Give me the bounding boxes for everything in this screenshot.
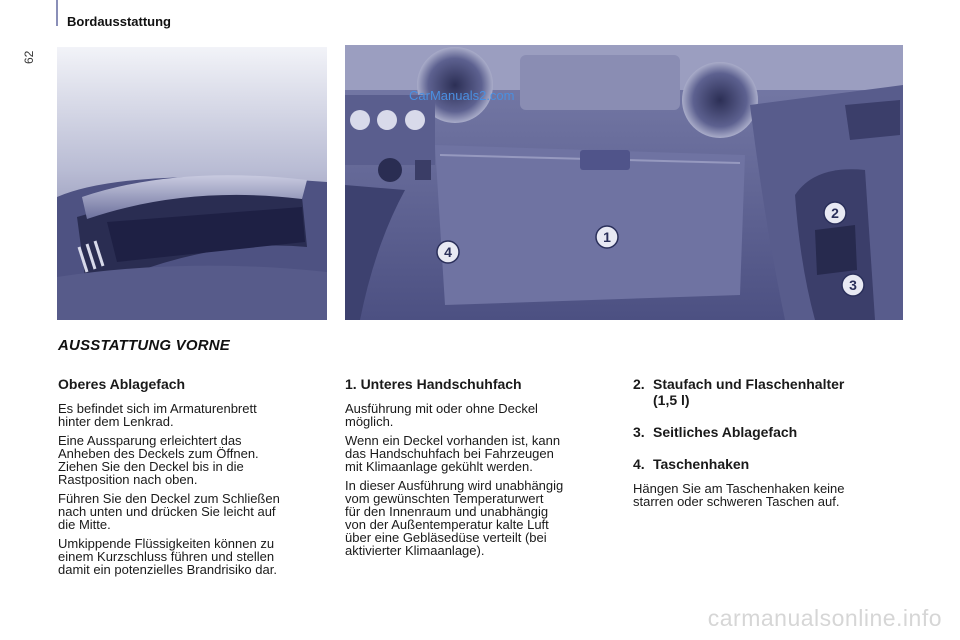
item-number: 3. bbox=[633, 424, 645, 440]
column-glovebox bbox=[345, 376, 610, 563]
heading-bottle-holder bbox=[633, 376, 913, 408]
paragraph: Eine Aussparung erleichtert das Anheben des Deckels zum Öffnen. Ziehen Sie den Deckel bis in die Rastposition nach oben. bbox=[58, 433, 259, 487]
paragraph: Ausführung mit oder ohne Deckel möglich. bbox=[345, 401, 538, 429]
heading-bag-hook bbox=[633, 456, 913, 472]
heading-upper-compartment: Oberes Ablagefach bbox=[58, 376, 186, 392]
watermark-top: CarManuals2.com bbox=[409, 88, 515, 103]
svg-text:1: 1 bbox=[603, 229, 611, 245]
item-heading: Taschenhaken bbox=[653, 456, 750, 472]
upper-compartment-illustration bbox=[57, 47, 327, 320]
side-rule bbox=[56, 0, 58, 26]
svg-text:3: 3 bbox=[849, 277, 857, 293]
paragraph: Führen Sie den Deckel zum Schließen nach unten und drücken Sie leicht auf die Mitte. bbox=[58, 491, 280, 532]
heading-glovebox: 1. Unteres Handschuhfach bbox=[345, 376, 522, 392]
column-other-storage bbox=[633, 376, 913, 514]
dashboard-illustration bbox=[345, 45, 903, 320]
svg-text:2: 2 bbox=[831, 205, 839, 221]
section-header: Bordausstattung bbox=[67, 14, 171, 29]
column-upper-compartment bbox=[58, 376, 328, 582]
paragraph: Es befindet sich im Armaturenbrett hinter dem Lenkrad. bbox=[58, 401, 257, 429]
item-number: 4. bbox=[633, 456, 645, 472]
watermark-bottom: carmanualsonline.info bbox=[707, 605, 942, 631]
item-heading: Staufach und Flaschenhalter (1,5 l) bbox=[653, 376, 845, 408]
svg-text:4: 4 bbox=[444, 244, 452, 260]
paragraph: Umkippende Flüssigkeiten können zu einem Kurzschluss führen und stellen damit ein potenzielles Brandrisiko dar. bbox=[58, 536, 277, 577]
paragraph: Hängen Sie am Taschenhaken keine starren oder schweren Taschen auf. bbox=[633, 481, 845, 509]
page-number: 62 bbox=[22, 50, 36, 64]
item-number: 2. bbox=[633, 376, 645, 392]
section-title: AUSSTATTUNG VORNE bbox=[58, 337, 231, 354]
heading-side-compartment bbox=[633, 424, 913, 440]
item-heading: Seitliches Ablagefach bbox=[653, 424, 798, 440]
paragraph: Wenn ein Deckel vorhanden ist, kann das Handschuhfach bei Fahrzeugen mit Klimaanlage gekühlt werden. bbox=[345, 433, 561, 474]
paragraph: In dieser Ausführung wird unabhängig vom gewünschten Temperaturwert für den Innenraum und unabhängig von der Außentemperatur kalte Luft über eine Gebläsedüse verteilt (bei aktivierter Klimaanlage). bbox=[345, 478, 564, 558]
